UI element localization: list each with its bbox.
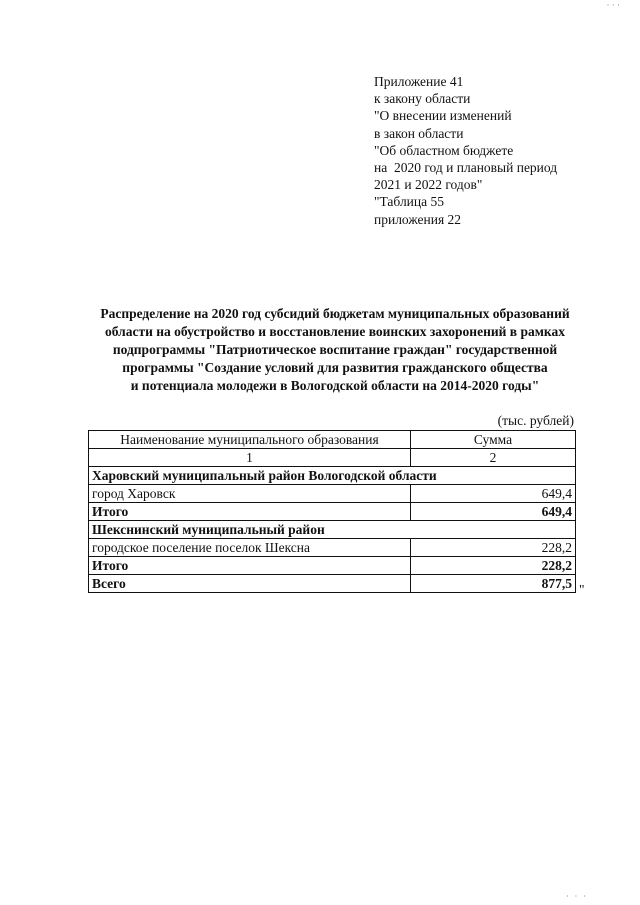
header-line: в закон области bbox=[374, 125, 464, 141]
column-number: 1 bbox=[89, 449, 411, 467]
row-name: город Харовск bbox=[89, 485, 411, 503]
column-header-name: Наименование муниципального образования bbox=[89, 431, 411, 449]
table-row bbox=[89, 485, 576, 503]
table-header-row bbox=[89, 431, 576, 449]
row-sum: 649,4 bbox=[411, 485, 576, 503]
units-label: (тыс. рублей) bbox=[497, 413, 574, 428]
subtotal-sum: 649,4 bbox=[411, 503, 576, 521]
row-sum: 228,2 bbox=[411, 539, 576, 557]
title-line: подпрограммы "Патриотическое воспитание граждан" государственной bbox=[112, 342, 558, 357]
column-header-sum: Сумма bbox=[411, 431, 576, 449]
header-line: Приложение 41 bbox=[374, 74, 464, 89]
header-line: к закону области bbox=[374, 91, 471, 107]
header-line: "О внесении изменений bbox=[374, 108, 512, 124]
subtotal-row bbox=[89, 557, 576, 575]
closing-quote: " bbox=[579, 582, 585, 597]
row-name: городское поселение поселок Шексна bbox=[89, 539, 411, 557]
subtotal-label: Итого bbox=[89, 503, 411, 521]
header-line: "Об областном бюджете bbox=[374, 142, 514, 158]
title-line: области на обустройство и восстановление воинских захоронений в рамках bbox=[105, 324, 565, 339]
page-footer-mark: · · · bbox=[566, 892, 588, 901]
group-name: Шекснинский муниципальный район bbox=[89, 521, 576, 539]
grand-total-row bbox=[89, 575, 576, 593]
grand-total-label: Всего bbox=[89, 575, 411, 593]
group-row bbox=[89, 467, 576, 485]
table-row bbox=[89, 539, 576, 557]
header-line: приложения 22 bbox=[374, 211, 462, 227]
header-line: на 2020 год и плановый период bbox=[374, 160, 558, 176]
subtotal-label: Итого bbox=[89, 557, 411, 575]
title-line: Распределение на 2020 год субсидий бюджетам муниципальных образований bbox=[100, 306, 570, 321]
group-name: Харовский муниципальный район Вологодской области bbox=[89, 467, 576, 485]
title-line: программы "Создание условий для развития гражданского общества bbox=[122, 360, 548, 375]
page-corner-mark: · · · bbox=[606, 0, 620, 10]
appendix-header bbox=[374, 73, 557, 228]
subtotal-sum: 228,2 bbox=[411, 557, 576, 575]
grand-total-sum: 877,5 bbox=[411, 575, 576, 593]
column-number-row bbox=[89, 449, 576, 467]
column-number: 2 bbox=[411, 449, 576, 467]
subtotal-row bbox=[89, 503, 576, 521]
title-line: и потенциала молодежи в Вологодской области на 2014-2020 годы" bbox=[130, 378, 540, 393]
header-line: "Таблица 55 bbox=[374, 194, 444, 210]
subsidy-table bbox=[88, 430, 576, 593]
document-title bbox=[70, 305, 600, 395]
group-row bbox=[89, 521, 576, 539]
header-line: 2021 и 2022 годов" bbox=[374, 177, 483, 193]
